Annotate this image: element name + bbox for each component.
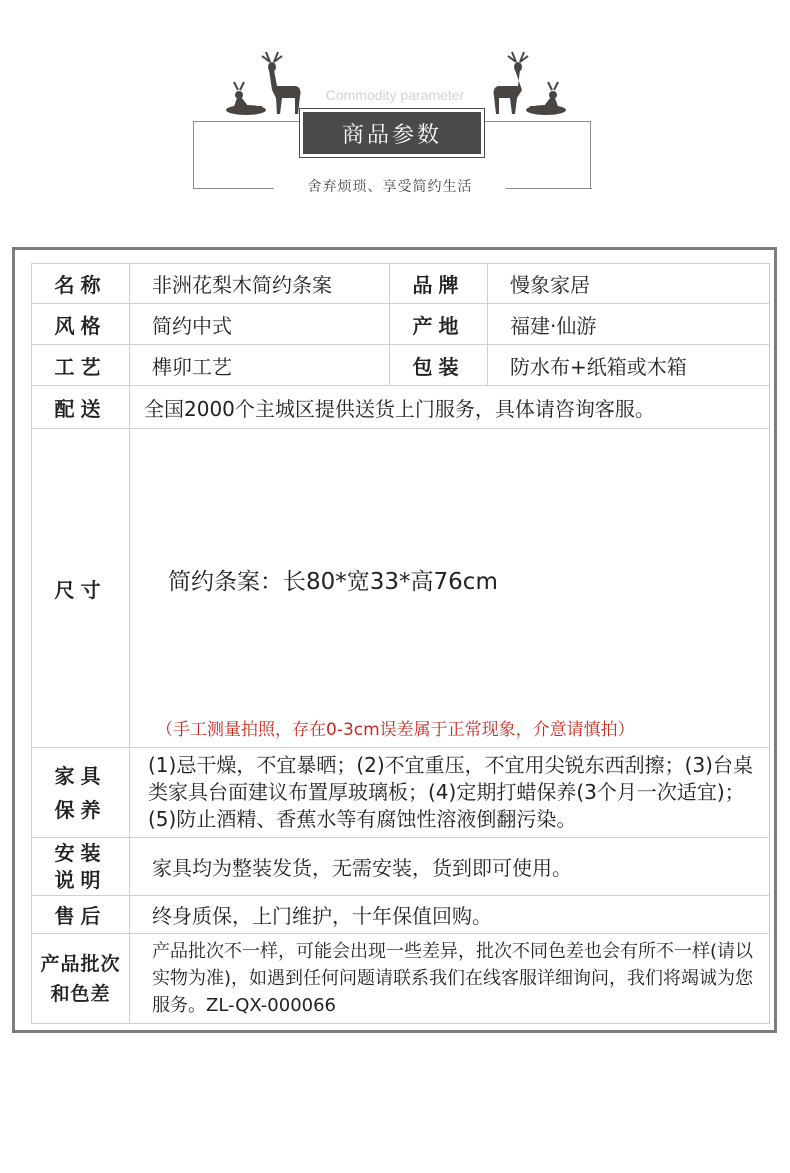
label-line: 家具	[54, 763, 107, 788]
deer-statue-icon	[222, 50, 312, 120]
value-aftersale: 终身质保，上门维护，十年保值回购。	[130, 896, 770, 934]
value-batch: 产品批次不一样，可能会出现一些差异，批次不同色差也会有所不一样(请以实物为准)，如遇到任何问题请联系我们在线客服详细询问，我们将竭诚为您服务。ZL-QX-000066	[130, 934, 770, 1024]
size-cell	[130, 429, 770, 748]
english-subtitle: Commodity parameter	[325, 87, 465, 103]
size-value: 简约条案：长80*宽33*高76cm	[168, 569, 498, 595]
frame-line	[506, 188, 592, 189]
table-row	[32, 896, 770, 934]
page-title: 商品参数	[341, 122, 442, 148]
value-craft: 榫卯工艺	[130, 345, 390, 386]
label-line: 产品批次	[40, 952, 121, 975]
value-name: 非洲花梨木简约条案	[130, 264, 390, 304]
value-packing: 防水布+纸箱或木箱	[488, 345, 770, 386]
label-delivery: 配送	[32, 386, 130, 429]
value-origin: 福建·仙游	[488, 304, 770, 345]
table-row	[32, 386, 770, 429]
label-line: 保养	[54, 797, 107, 822]
value-install: 家具均为整装发货，无需安装，货到即可使用。	[130, 838, 770, 896]
label-craft: 工艺	[32, 345, 130, 386]
value-care: (1)忌干燥，不宜暴晒；(2)不宜重压，不宜用尖锐东西刮擦；(3)台桌类家具台面建议布置厚玻璃板；(4)定期打蜡保养(3个月一次适宜)；(5)防止酒精、香蕉水等有腐蚀性溶液倒翻污染。	[130, 748, 770, 838]
label-origin: 产地	[390, 304, 488, 345]
header	[0, 0, 790, 210]
value-style: 简约中式	[130, 304, 390, 345]
label-packing: 包装	[390, 345, 488, 386]
value-delivery: 全国2000个主城区提供送货上门服务，具体请咨询客服。	[130, 386, 770, 429]
label-care	[32, 748, 130, 838]
label-brand: 品牌	[390, 264, 488, 304]
label-line: 和色差	[50, 982, 111, 1005]
label-size: 尺寸	[32, 429, 130, 748]
table-row	[32, 264, 770, 304]
table-row	[32, 838, 770, 896]
params-panel	[12, 247, 777, 1033]
table-row	[32, 304, 770, 345]
slogan: 舍弃烦琐、享受简约生活	[307, 179, 473, 195]
params-table	[31, 263, 770, 1024]
value-brand: 慢象家居	[488, 264, 770, 304]
label-style: 风格	[32, 304, 130, 345]
label-name: 名称	[32, 264, 130, 304]
label-line: 说明	[54, 867, 107, 892]
frame-line	[193, 188, 274, 189]
table-row	[32, 748, 770, 838]
deer-statue-icon	[480, 50, 570, 120]
label-aftersale: 售后	[32, 896, 130, 934]
size-note: （手工测量拍照，存在0-3cm误差属于正常现象，介意请慎拍）	[156, 720, 635, 740]
label-install	[32, 838, 130, 896]
label-line: 安装	[54, 840, 107, 865]
table-row	[32, 429, 770, 748]
label-batch	[32, 934, 130, 1024]
table-row	[32, 934, 770, 1024]
table-row	[32, 345, 770, 386]
title-badge	[300, 109, 484, 157]
